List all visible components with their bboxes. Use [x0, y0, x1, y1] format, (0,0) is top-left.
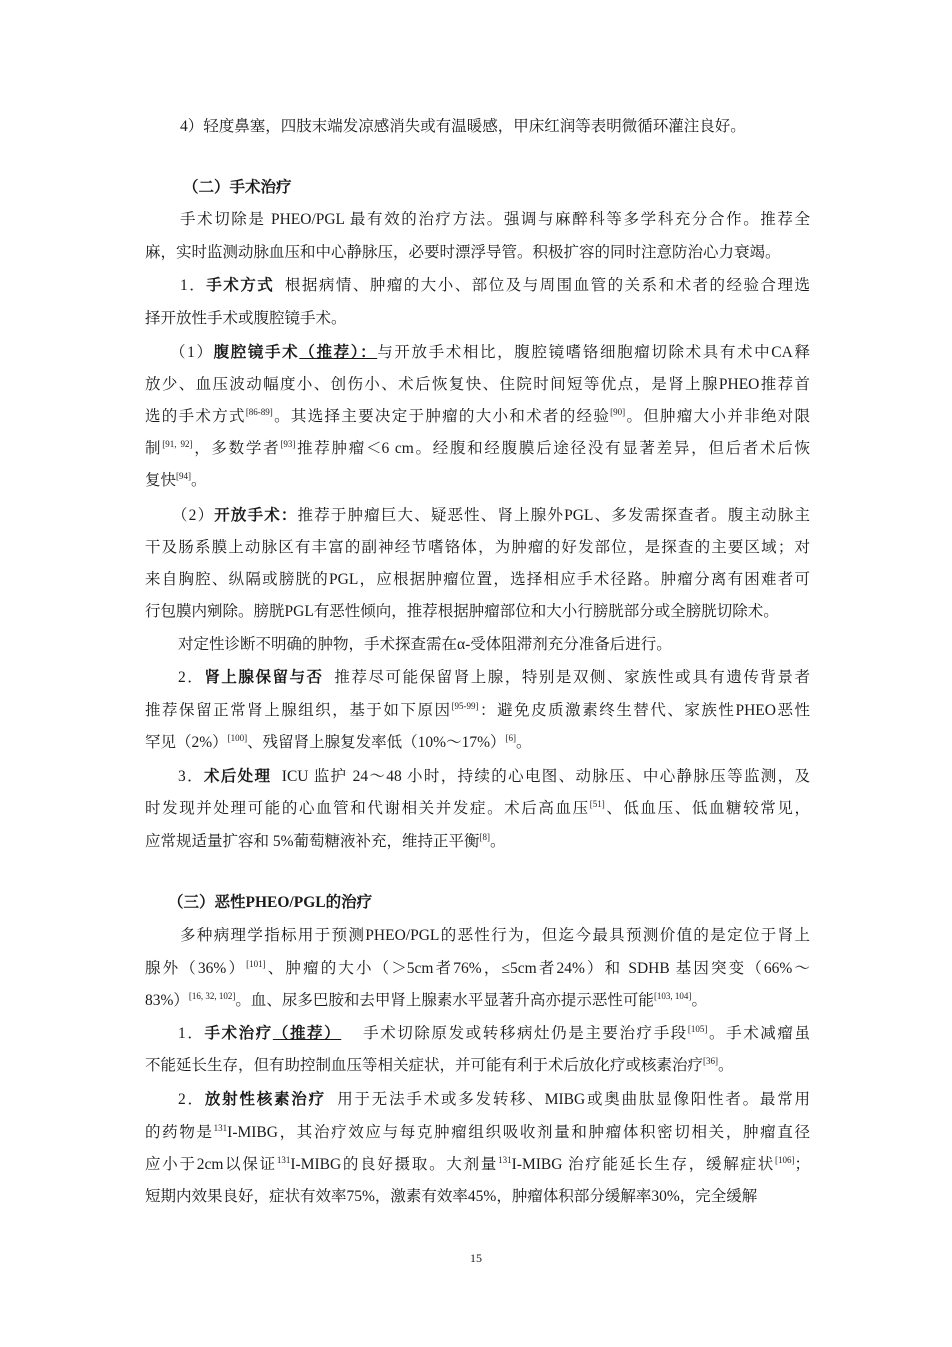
text-span: 用于无法手术或多发转移、MIBG或奥曲肽显像阳性者。最常用 [325, 1091, 810, 1108]
text-line [145, 796, 810, 822]
text-span: 选的手术方式 [145, 408, 246, 425]
text-span: 推荐尽可能保留肾上腺，特别是双侧、家族性或具有遗传背景者 [323, 669, 810, 686]
text-span: 。 [191, 472, 207, 489]
text-line [145, 599, 810, 625]
text-span: 麻，实时监测动脉血压和中心静脉压，必要时漂浮导管。积极扩容的同时注意防治心力衰竭。 [145, 244, 781, 261]
text-line [145, 829, 810, 855]
text-line [145, 1053, 810, 1079]
text-span: 1． [180, 277, 207, 294]
bold-text: 开放手术： [214, 507, 298, 524]
bold-text: 的治疗 [325, 894, 373, 911]
text-line [178, 665, 810, 691]
text-line [145, 535, 810, 561]
text-span: 应常规适量扩容和 5%葡萄糖液补充，维持正平衡 [145, 833, 480, 850]
text-span: 择开放性手术或腹腔镜手术。 [145, 310, 347, 327]
text-line [180, 923, 810, 949]
underlined-bold-text: （推荐）： [299, 344, 378, 361]
superscript: [36] [703, 1056, 719, 1066]
text-span: 、低血压、低血糖较常见， [604, 800, 810, 817]
superscript: [6] [505, 733, 516, 743]
superscript: [95-99] [451, 701, 479, 711]
text-span: 来自胸腔、纵隔或膀胱的PGL，应根据肿瘤位置，选择相应手术径路。肿瘤分离有困难者可 [145, 571, 810, 588]
text-span: ICU 监护 24～48 小时，持续的心电图、动脉压、中心静脉压等监测，及 [271, 768, 810, 785]
text-span: 应小于2cm以保证 [145, 1156, 277, 1173]
text-span: 2． [178, 1091, 205, 1108]
superscript: [105] [687, 1024, 708, 1034]
text-span: 复快 [145, 472, 177, 489]
text-span: （1） [170, 344, 214, 361]
text-span: I-MIBG的良好摄取。大剂量 [290, 1156, 499, 1173]
bold-text: （二）手术治疗 [183, 179, 292, 196]
text-span: 手术切除是 PHEO/PGL 最有效的治疗方法。强调与麻醉科等多学科充分合作。推荐全 [180, 211, 810, 228]
bold-text: 手术治疗 [204, 1025, 273, 1042]
superscript: [90] [610, 407, 626, 417]
text-line [178, 764, 810, 790]
text-span: 。手术减瘤虽 [707, 1025, 810, 1042]
text-span: 腺外（36%） [145, 960, 247, 977]
text-span: 制 [145, 440, 163, 457]
text-span: 时发现并处理可能的心血管和代谢相关并发症。术后高血压 [145, 800, 590, 817]
section-heading [168, 890, 810, 916]
text-span: ，多数学者 [192, 440, 281, 457]
superscript: [106] [774, 1155, 795, 1165]
superscript: [103, 104] [653, 991, 692, 1001]
text-span: 。 [516, 734, 532, 751]
text-line [145, 372, 810, 398]
superscript: [94] [176, 471, 192, 481]
text-line [180, 207, 810, 233]
text-span: 对定性诊断不明确的肿物，手术探查需在α-受体阻滞剂充分准备后进行。 [178, 636, 672, 653]
text-span: I-MIBG 治疗能延长生存，缓解症状 [511, 1156, 775, 1173]
text-line [145, 956, 810, 982]
page-number: 15 [470, 1251, 482, 1265]
text-span: 根据病情、肿瘤的大小、部位及与周围血管的关系和术者的经验合理选 [274, 277, 810, 294]
text-span: 。血、尿多巴胺和去甲肾上腺素水平显著升高亦提示恶性可能 [235, 992, 654, 1009]
text-span: 1． [178, 1025, 205, 1042]
text-line [180, 273, 810, 299]
text-line [145, 436, 810, 462]
text-span: 推荐于肿瘤巨大、疑恶性、肾上腺外PGL、多发需探查者。腹主动脉主 [297, 507, 810, 524]
section-heading [183, 175, 810, 201]
superscript: [101] [246, 959, 266, 969]
text-span: 与开放手术相比，腹腔镜嗜铬细胞瘤切除术具有术中CA释 [377, 344, 810, 361]
text-span: 、肿瘤的大小（＞5cm者76%，≤5cm者24%）和 SDHB 基因突变（66%～ [265, 960, 810, 977]
text-line [178, 1021, 810, 1047]
bold-text: 手术方式 [206, 277, 275, 294]
text-line [145, 240, 810, 266]
text-line [170, 340, 810, 366]
text-line [145, 698, 810, 724]
text-span: ：避免皮质激素终生替代、家族性PHEO恶性 [478, 702, 810, 719]
superscript: [91, 92] [162, 439, 193, 449]
text-span: （2） [172, 507, 215, 524]
text-span: 、残留肾上腺复发率低（10%～17%） [247, 734, 506, 751]
text-span: 短期内效果良好，症状有效率75%，激素有效率45%，肿瘤体积部分缓解率30%，完全缓解 [145, 1188, 758, 1205]
text-line [145, 730, 810, 756]
text-span: 4）轻度鼻塞，四肢末端发凉感消失或有温暖感，甲床红润等表明微循环灌注良好。 [180, 118, 746, 135]
text-span: 的药物是 [145, 1124, 214, 1141]
text-span: 不能延长生存，但有助控制血压等相关症状，并可能有利于术后放化疗或核素治疗 [145, 1057, 704, 1074]
underlined-bold-text: （推荐） [272, 1025, 342, 1042]
bold-text: （三）恶性 [168, 894, 246, 911]
text-span: 。其选择主要决定于肿瘤的大小和术者的经验 [272, 408, 611, 425]
text-line [145, 1120, 810, 1146]
text-line [178, 1087, 810, 1113]
bold-text: 腹腔镜手术 [213, 344, 300, 361]
superscript: 131 [276, 1155, 291, 1165]
text-span: 。但肿瘤大小并非绝对限 [625, 408, 810, 425]
text-span: 推荐肿瘤＜6 cm。经腹和经腹膜后途径没有显著差异，但后者术后恢 [295, 440, 810, 457]
text-span: 推荐保留正常肾上腺组织，基于如下原因 [145, 702, 452, 719]
text-span: 罕见（2%） [145, 734, 228, 751]
superscript: [100] [227, 733, 248, 743]
superscript: 131 [498, 1155, 512, 1165]
bold-text: 术后处理 [203, 768, 272, 785]
text-span: 行包膜内剜除。膀胱PGL有恶性倾向，推荐根据肿瘤部位和大小行膀胱部分或全膀胱切除术。 [145, 603, 779, 620]
text-line [180, 114, 810, 140]
text-span: PHEO/PGL [245, 894, 326, 911]
text-span: 干及肠系膜上动脉区有丰富的副神经节嗜铬体，为肿瘤的好发部位，是探查的主要区域；对 [145, 539, 810, 556]
text-span: 放少、血压波动幅度小、创伤小、术后恢复快、住院时间短等优点，是肾上腺PHEO推荐首 [145, 376, 810, 393]
superscript: [93] [280, 439, 296, 449]
superscript: [51] [589, 799, 605, 809]
text-span: 手术切除原发或转移病灶仍是主要治疗手段 [341, 1025, 688, 1042]
superscript: 131 [213, 1123, 228, 1133]
superscript: [8] [479, 832, 491, 842]
text-span: 。 [691, 992, 707, 1009]
text-line [145, 1184, 810, 1210]
text-span: 。 [490, 833, 506, 850]
text-span: 83%） [145, 992, 189, 1009]
text-line [172, 503, 810, 529]
bold-text: 肾上腺保留与否 [204, 669, 324, 686]
text-span: 。 [718, 1057, 734, 1074]
text-span: 2． [178, 669, 205, 686]
text-span: 3． [178, 768, 204, 785]
superscript: [86-89] [245, 407, 273, 417]
text-span: I-MIBG，其治疗效应与每克肿瘤组织吸收剂量和肿瘤体积密切相关，肿瘤直径 [227, 1124, 810, 1141]
superscript: [16, 32, 102] [188, 991, 236, 1001]
text-line [178, 632, 810, 658]
text-line [145, 468, 810, 494]
text-line [145, 306, 810, 332]
text-span: 多种病理学指标用于预测PHEO/PGL的恶性行为，但迄今最具预测价值的是定位于肾上 [180, 927, 810, 944]
text-line [145, 988, 810, 1014]
text-line [145, 1152, 810, 1178]
text-line [145, 404, 810, 430]
text-span: ； [794, 1156, 810, 1173]
bold-text: 放射性核素治疗 [204, 1091, 326, 1108]
text-line [145, 567, 810, 593]
